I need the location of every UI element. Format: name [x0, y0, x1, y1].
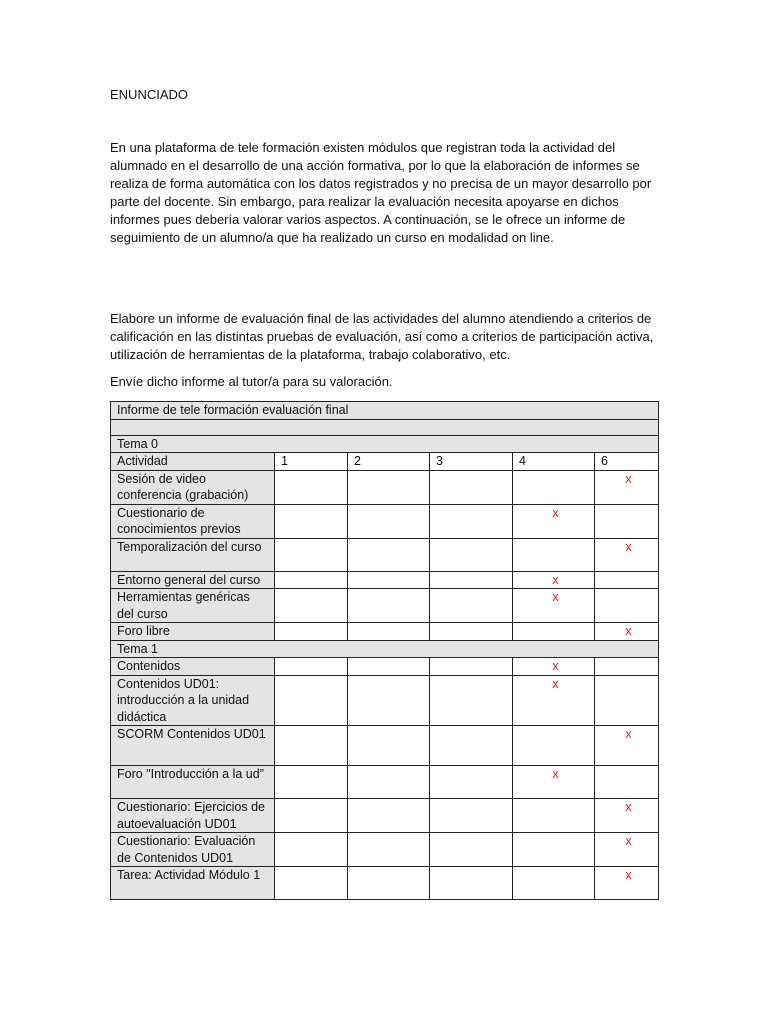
activity-name: Temporalización del curso [111, 538, 275, 571]
score-cell [595, 504, 659, 538]
score-cell [275, 658, 348, 676]
table-row [111, 589, 659, 623]
activity-name: Cuestionario: Evaluación de Contenidos UD01 [111, 833, 275, 867]
table-row [111, 658, 659, 676]
score-cell [595, 799, 659, 833]
score-cell [275, 504, 348, 538]
mark-x: x [625, 727, 632, 741]
score-cell [595, 675, 659, 726]
mark-x: x [552, 676, 559, 691]
table-title: Informe de tele formación evaluación final [111, 402, 659, 420]
activity-header: Actividad [111, 453, 275, 471]
score-cell [430, 589, 513, 623]
score-cell [430, 504, 513, 538]
score-cell [275, 766, 348, 799]
score-cell [595, 623, 659, 641]
score-cell [513, 658, 595, 676]
score-cell [430, 799, 513, 833]
score-cell [430, 833, 513, 867]
table-row [111, 833, 659, 867]
submission-paragraph: Envíe dicho informe al tutor/a para su valoración. [110, 374, 393, 389]
mark-x: x [625, 800, 632, 814]
score-cell [430, 675, 513, 726]
column-header: 2 [348, 453, 430, 471]
table-row [111, 571, 659, 589]
score-cell [275, 833, 348, 867]
score-cell [513, 504, 595, 538]
table-row [111, 538, 659, 571]
table-row [111, 504, 659, 538]
score-cell [430, 538, 513, 571]
table-blank-row [111, 419, 659, 435]
mark-x: x [552, 505, 559, 520]
activity-name: Herramientas genéricas del curso [111, 589, 275, 623]
score-cell [275, 589, 348, 623]
score-cell [348, 867, 430, 900]
score-cell [348, 589, 430, 623]
mark-x: x [625, 471, 632, 486]
score-cell [348, 571, 430, 589]
score-cell [348, 538, 430, 571]
activity-name: Contenidos UD01: introducción a la unidad didáctica [111, 675, 275, 726]
score-cell [275, 799, 348, 833]
section-title: Tema 0 [111, 435, 659, 453]
column-header: 6 [595, 453, 659, 471]
table-row [111, 799, 659, 833]
score-cell [430, 766, 513, 799]
score-cell [595, 766, 659, 799]
score-cell [513, 675, 595, 726]
score-cell [430, 726, 513, 766]
table-row [111, 470, 659, 504]
score-cell [275, 470, 348, 504]
score-cell [595, 589, 659, 623]
score-cell [595, 658, 659, 676]
column-header: 1 [275, 453, 348, 471]
score-cell [275, 623, 348, 641]
activity-name: SCORM Contenidos UD01 [111, 726, 275, 766]
score-cell [430, 867, 513, 900]
score-cell [348, 726, 430, 766]
table-row [111, 867, 659, 900]
activity-name: Foro libre [111, 623, 275, 641]
mark-x: x [552, 767, 559, 781]
activity-name: Foro "Introducción a la ud” [111, 766, 275, 799]
activity-name: Contenidos [111, 658, 275, 676]
score-cell [513, 726, 595, 766]
score-cell [513, 538, 595, 571]
table-row [111, 726, 659, 766]
score-cell [430, 470, 513, 504]
mark-x: x [552, 590, 559, 604]
score-cell [430, 623, 513, 641]
mark-x: x [552, 659, 559, 673]
activity-name: Entorno general del curso [111, 571, 275, 589]
mark-x: x [625, 834, 632, 848]
score-cell [595, 726, 659, 766]
score-cell [275, 538, 348, 571]
score-cell [595, 833, 659, 867]
evaluation-report-table [110, 401, 659, 900]
score-cell [513, 867, 595, 900]
score-cell [348, 623, 430, 641]
table-row [111, 766, 659, 799]
activity-name: Sesión de video conferencia (grabación) [111, 470, 275, 504]
score-cell [348, 799, 430, 833]
score-cell [513, 766, 595, 799]
section-title: Tema 1 [111, 640, 659, 658]
document-heading: ENUNCIADO [110, 87, 189, 102]
column-header: 3 [430, 453, 513, 471]
score-cell [513, 589, 595, 623]
column-header-row [111, 453, 659, 471]
score-cell [430, 658, 513, 676]
table-title-row [111, 402, 659, 420]
score-cell [513, 833, 595, 867]
activity-name: Cuestionario de conocimientos previos [111, 504, 275, 538]
column-header: 4 [513, 453, 595, 471]
score-cell [348, 833, 430, 867]
table-row [111, 623, 659, 641]
score-cell [275, 675, 348, 726]
score-cell [513, 799, 595, 833]
activity-name: Tarea: Actividad Módulo 1 [111, 867, 275, 900]
score-cell [348, 504, 430, 538]
section-row [111, 640, 659, 658]
score-cell [595, 470, 659, 504]
score-cell [513, 571, 595, 589]
score-cell [595, 571, 659, 589]
score-cell [348, 658, 430, 676]
task-paragraph: Elabore un informe de evaluación final de las actividades del alumno atendiendo a criterios de calificación en las distintas pruebas de evaluación, así como a criterios de participación activa, utilización de herramientas de la plataforma, trabajo colaborativo, etc. [110, 311, 654, 362]
score-cell [348, 675, 430, 726]
score-cell [348, 470, 430, 504]
score-cell [513, 623, 595, 641]
blank-cell [111, 419, 659, 435]
mark-x: x [625, 624, 632, 638]
table-row [111, 675, 659, 726]
score-cell [430, 571, 513, 589]
score-cell [595, 538, 659, 571]
section-row [111, 435, 659, 453]
mark-x: x [625, 539, 632, 554]
score-cell [595, 867, 659, 900]
score-cell [275, 571, 348, 589]
score-cell [275, 726, 348, 766]
statement-paragraph: En una plataforma de tele formación existen módulos que registran toda la actividad del alumnado en el desarrollo de una acción formativa, por lo que la elaboración de informes se realiza de forma automática con los datos registrados y no precisa de un mayor desarrollo por parte del docente. Sin embargo, para realizar la evaluación necesita apoyarse en dichos informes pues debería valorar varios aspectos. A continuación, se le ofrece un informe de seguimiento de un alumno/a que ha realizado un curso en modalidad on line. [110, 140, 652, 245]
score-cell [513, 470, 595, 504]
activity-name: Cuestionario: Ejercicios de autoevaluación UD01 [111, 799, 275, 833]
mark-x: x [625, 868, 632, 882]
score-cell [348, 766, 430, 799]
score-cell [275, 867, 348, 900]
mark-x: x [552, 572, 559, 587]
